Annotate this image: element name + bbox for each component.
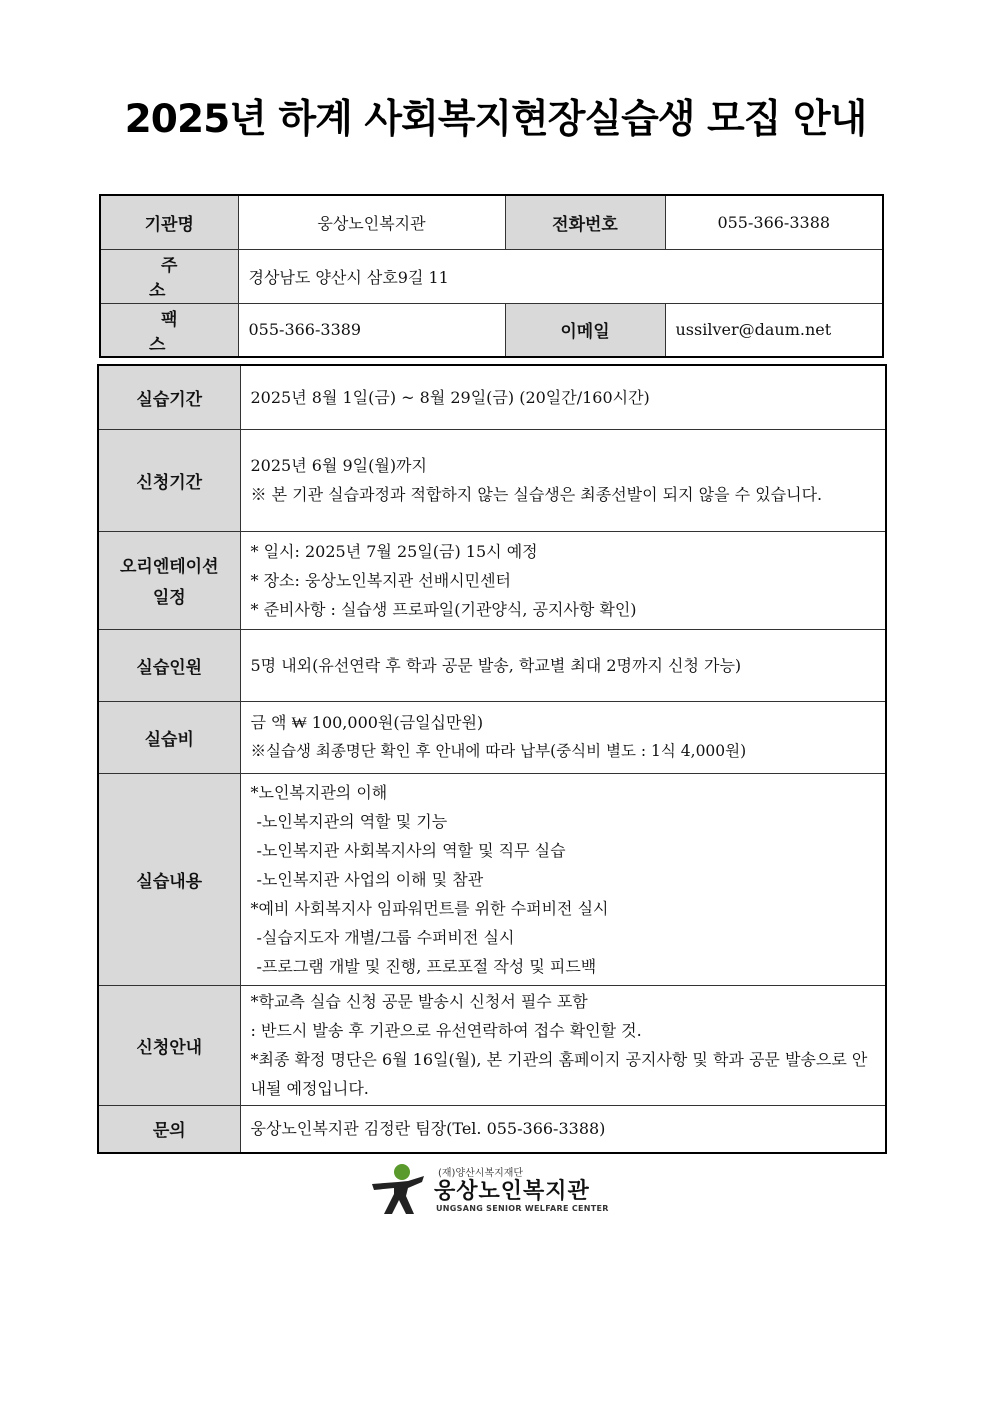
center-logo (368, 1162, 618, 1218)
institution-info-table (99, 194, 884, 358)
logo-name-text: 웅상노인복지관 (434, 1179, 590, 1204)
headcount-label: 실습인원 (98, 629, 240, 701)
person-tree-logo-icon (368, 1162, 428, 1218)
apply-period-value (240, 429, 886, 531)
content-item: -프로그램 개발 및 진행, 프로포절 작성 및 피드백 (256, 956, 597, 976)
content-label: 실습내용 (98, 773, 240, 985)
phone-value: 055-366-3388 (665, 195, 883, 249)
period-label: 실습기간 (98, 365, 240, 429)
orientation-label-line2: 일정 (152, 588, 186, 608)
period-value (240, 365, 886, 429)
content-item: *예비 사회복지사 임파워먼트를 위한 수퍼비전 실시 (250, 898, 609, 918)
content-item: -실습지도자 개별/그룹 수퍼비전 실시 (256, 927, 515, 947)
fee-amount: 금 액 ₩ 100,000원(금일십만원) (250, 713, 484, 732)
contact-value (240, 1105, 886, 1153)
logo-english-text: UNGSANG SENIOR WELFARE CENTER (436, 1204, 609, 1213)
address-value: 경상남도 양산시 삼호9길 11 (238, 249, 883, 303)
address-label-text: 주 소 (149, 256, 202, 301)
apply-period-label: 신청기간 (98, 429, 240, 531)
org-label: 기관명 (100, 195, 238, 249)
contact-text: 웅상노인복지관 김정란 팀장(Tel. 055-366-3388) (250, 1119, 606, 1139)
logo-foundation-text: (재)양산시복지재단 (438, 1168, 524, 1179)
program-detail-table (97, 364, 887, 1154)
period-text: 2025년 8월 1일(금) ~ 8월 29일(금) (20일간/160시간) (250, 387, 650, 407)
content-item: -노인복지관의 역할 및 기능 (256, 811, 448, 831)
orientation-date: * 일시: 2025년 7월 25일(금) 15시 예정 (250, 541, 538, 561)
contact-label: 문의 (98, 1105, 240, 1153)
fax-label (100, 303, 238, 357)
fax-label-text: 팩 스 (149, 309, 202, 355)
fee-label: 실습비 (98, 701, 240, 773)
guide-line: *학교측 실습 신청 공문 발송시 신청서 필수 포함 (250, 992, 588, 1011)
headcount-text: 5명 내외(유선연락 후 학과 공문 발송, 학교별 최대 2명까지 신청 가능) (250, 655, 742, 675)
orientation-place: * 장소: 웅상노인복지관 선배시민센터 (250, 570, 511, 590)
apply-deadline: 2025년 6월 9일(월)까지 (250, 456, 427, 475)
page-title: 2025년 하계 사회복지현장실습생 모집 안내 (124, 97, 867, 142)
fee-notice: ※실습생 최종명단 확인 후 안내에 따라 납부(중식비 별도 : 1식 4,000원) (250, 742, 747, 760)
org-value: 웅상노인복지관 (238, 195, 505, 249)
fee-value (240, 701, 886, 773)
orientation-value (240, 531, 886, 629)
email-value: ussilver@daum.net (665, 303, 883, 357)
content-item: -노인복지관 사업의 이해 및 참관 (256, 869, 484, 889)
email-label: 이메일 (505, 303, 665, 357)
content-item: -노인복지관 사회복지사의 역할 및 직무 실습 (256, 840, 566, 860)
guide-line: *최종 확정 명단은 6월 16일(월), 본 기관의 홈페이지 공지사항 및 학과 공문 발송으로 안내될 예정입니다. (250, 1050, 868, 1098)
phone-label: 전화번호 (505, 195, 665, 249)
guide-label: 신청안내 (98, 985, 240, 1105)
orientation-label-line1: 오리엔테이션 (119, 557, 219, 577)
guide-line: : 반드시 발송 후 기관으로 유선연락하여 접수 확인할 것. (250, 1021, 642, 1040)
orientation-prep: * 준비사항 : 실습생 프로파일(기관양식, 공지사항 확인) (250, 599, 637, 619)
fax-value: 055-366-3389 (238, 303, 505, 357)
address-label (100, 249, 238, 303)
orientation-label (98, 531, 240, 629)
content-item: *노인복지관의 이해 (250, 782, 388, 802)
headcount-value (240, 629, 886, 701)
guide-value (240, 985, 886, 1105)
apply-notice: ※ 본 기관 실습과정과 적합하지 않는 실습생은 최종선발이 되지 않을 수 있습니다. (250, 485, 823, 504)
content-value (240, 773, 886, 985)
